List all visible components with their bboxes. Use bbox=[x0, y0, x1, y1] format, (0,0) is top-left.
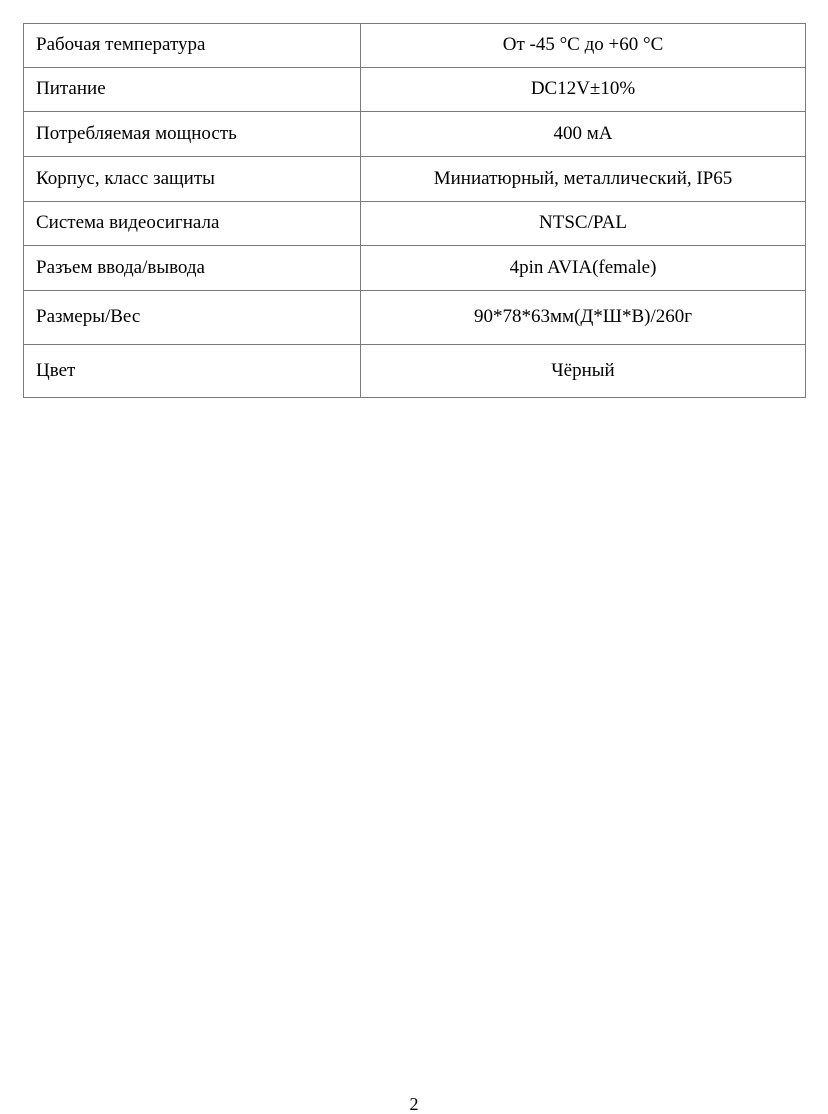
value-cell: Чёрный bbox=[361, 345, 806, 398]
value-cell: DC12V±10% bbox=[361, 68, 806, 112]
value-cell: 90*78*63мм(Д*Ш*В)/260г bbox=[361, 291, 806, 345]
parameter-cell: Рабочая температура bbox=[24, 24, 361, 68]
table-row bbox=[24, 68, 806, 112]
parameter-cell: Питание bbox=[24, 68, 361, 112]
table-row bbox=[24, 112, 806, 157]
parameter-cell: Размеры/Вес bbox=[24, 291, 361, 345]
value-cell: 400 мА bbox=[361, 112, 806, 157]
parameter-cell: Потребляемая мощность bbox=[24, 112, 361, 157]
table-row bbox=[24, 291, 806, 345]
parameter-cell: Цвет bbox=[24, 345, 361, 398]
table-row bbox=[24, 246, 806, 291]
value-cell: От -45 °С до +60 °С bbox=[361, 24, 806, 68]
parameter-cell: Разъем ввода/вывода bbox=[24, 246, 361, 291]
table-row bbox=[24, 157, 806, 202]
table-row bbox=[24, 202, 806, 246]
value-cell: 4pin AVIA(female) bbox=[361, 246, 806, 291]
table-row bbox=[24, 345, 806, 398]
page-number: 2 bbox=[409, 1094, 419, 1114]
table-row bbox=[24, 24, 806, 68]
parameter-cell: Система видеосигнала bbox=[24, 202, 361, 246]
value-cell: NTSC/PAL bbox=[361, 202, 806, 246]
value-cell: Миниатюрный, металлический, IP65 bbox=[361, 157, 806, 202]
parameter-cell: Корпус, класс защиты bbox=[24, 157, 361, 202]
specifications-table bbox=[23, 23, 806, 398]
